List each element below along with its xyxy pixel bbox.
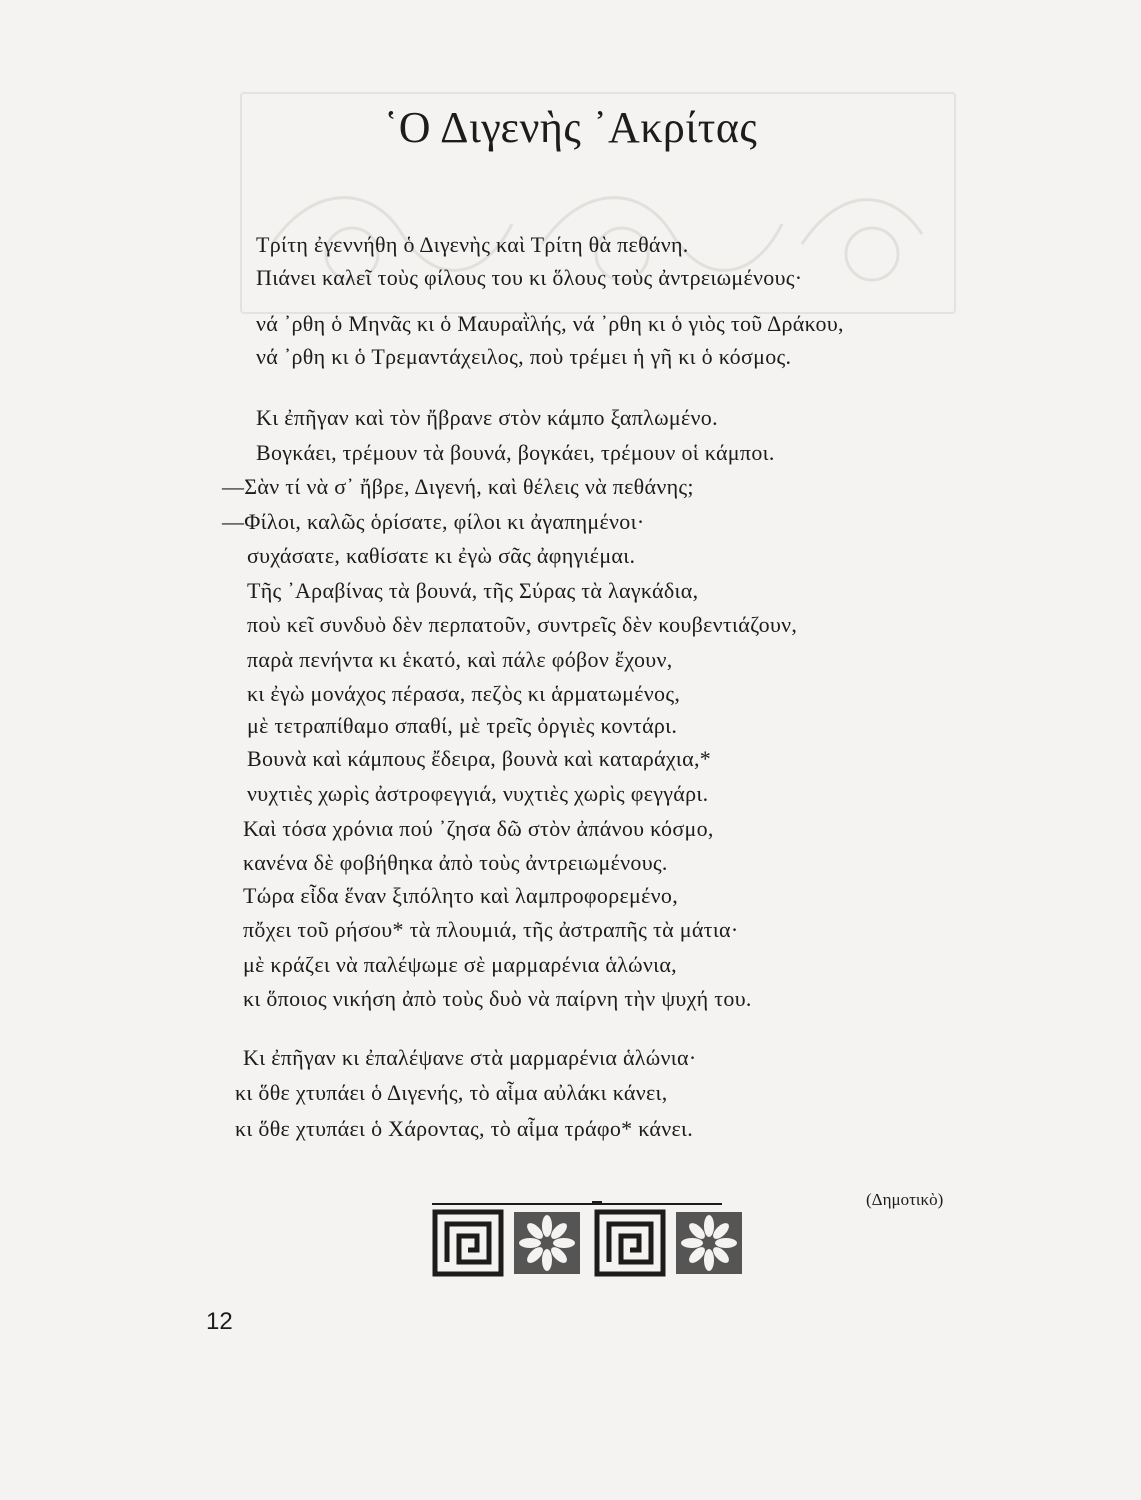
verse-line: νυχτιὲς χωρὶς ἀστροφεγγιά, νυχτιὲς χωρὶς φεγγάρι. bbox=[247, 781, 709, 806]
verse-line: κι ἐγὼ μονάχος πέρασα, πεζὸς κι ἁρματωμένος, bbox=[247, 681, 681, 706]
rosette-tile bbox=[676, 1212, 742, 1274]
verse-line: Κι ἐπῆγαν κι ἐπαλέψανε στὰ μαρμαρένια ἁλώνια· bbox=[243, 1045, 697, 1070]
verse-line: νά ᾿ρθη κι ὁ Τρεμαντάχειλος, ποὺ τρέμει ἡ γῆ κι ὁ κόσμος. bbox=[256, 344, 792, 369]
verse-line: συχάσατε, καθίσατε κι ἐγὼ σᾶς ἀφηγιέμαι. bbox=[247, 543, 636, 568]
verse-line: πὄχει τοῦ ρήσου* τὰ πλουμιά, τῆς ἀστραπῆς τὰ μάτια· bbox=[243, 917, 739, 942]
verse-line: κι ὅθε χτυπάει ὁ Διγενής, τὸ αἷμα αὐλάκι κάνει, bbox=[235, 1080, 668, 1105]
poem-title: ῾Ο Διγενὴς ᾿Ακρίτας bbox=[383, 103, 758, 152]
verse-line: Καὶ τόσα χρόνια πού ᾿ζησα δῶ στὸν ἀπάνου κόσμο, bbox=[243, 816, 714, 841]
verse-line: Βουνὰ καὶ κάμπους ἔδειρα, βουνὰ καὶ καταράχια,* bbox=[247, 746, 712, 771]
verse-line: Κι ἐπῆγαν καὶ τὸν ἤβρανε στὸν κάμπο ξαπλωμένο. bbox=[256, 405, 718, 430]
verse-line: κανένα δὲ φοβήθηκα ἀπὸ τοὺς ἀντρειωμένους. bbox=[243, 850, 668, 875]
greek-key-ornament bbox=[432, 1200, 744, 1280]
verse-line: Τῆς ᾿Αραβίνας τὰ βουνά, τῆς Σύρας τὰ λαγκάδια, bbox=[247, 578, 699, 603]
verse-line: ποὺ κεῖ συνδυὸ δὲν περπατοῦν, συντρεῖς δὲν κουβεντιάζουν, bbox=[247, 612, 798, 637]
verse-line: μὲ κράζει νὰ παλέψωμε σὲ μαρμαρένια ἁλώνια, bbox=[243, 952, 677, 977]
verse-line: Τρίτη ἐγεννήθη ὁ Διγενὴς καὶ Τρίτη θὰ πεθάνη. bbox=[256, 232, 689, 257]
verse-line: Πιάνει καλεῖ τοὺς φίλους του κι ὅλους τοὺς ἀντρειωμένους· bbox=[256, 265, 803, 290]
verse-line: νά ᾿ρθη ὁ Μηνᾶς κι ὁ Μαυραῒλής, νά ᾿ρθη κι ὁ γιὸς τοῦ Δράκου, bbox=[256, 311, 844, 336]
verse-line: Τώρα εἶδα ἕναν ξιπόλητο καὶ λαμπροφορεμένο, bbox=[243, 883, 678, 908]
verse-line: —Φίλοι, καλῶς ὁρίσατε, φίλοι κι ἀγαπημένοι· bbox=[222, 509, 645, 534]
verse-line: παρὰ πενήντα κι ἑκατό, καὶ πάλε φόβον ἔχουν, bbox=[247, 647, 673, 672]
verse-line: κι ὅθε χτυπάει ὁ Χάροντας, τὸ αἷμα τράφο* κάνει. bbox=[235, 1116, 694, 1141]
verse-line: μὲ τετραπίθαμο σπαθί, μὲ τρεῖς ὀργιὲς κοντάρι. bbox=[247, 713, 678, 738]
verse-line: —Σὰν τί νὰ σ᾿ ἤβρε, Διγενή, καὶ θέλεις νὰ πεθάνης; bbox=[222, 474, 694, 499]
verse-line: κι ὅποιος νικήση ἀπὸ τοὺς δυὸ νὰ παίρνη τὴν ψυχή του. bbox=[243, 986, 752, 1011]
page-number: 12 bbox=[206, 1308, 233, 1335]
rosette-tile bbox=[514, 1212, 580, 1274]
poem-attribution: (Δημοτικὸ) bbox=[866, 1190, 944, 1209]
verse-line: Βογκάει, τρέμουν τὰ βουνά, βογκάει, τρέμουν οἱ κάμποι. bbox=[256, 440, 775, 465]
